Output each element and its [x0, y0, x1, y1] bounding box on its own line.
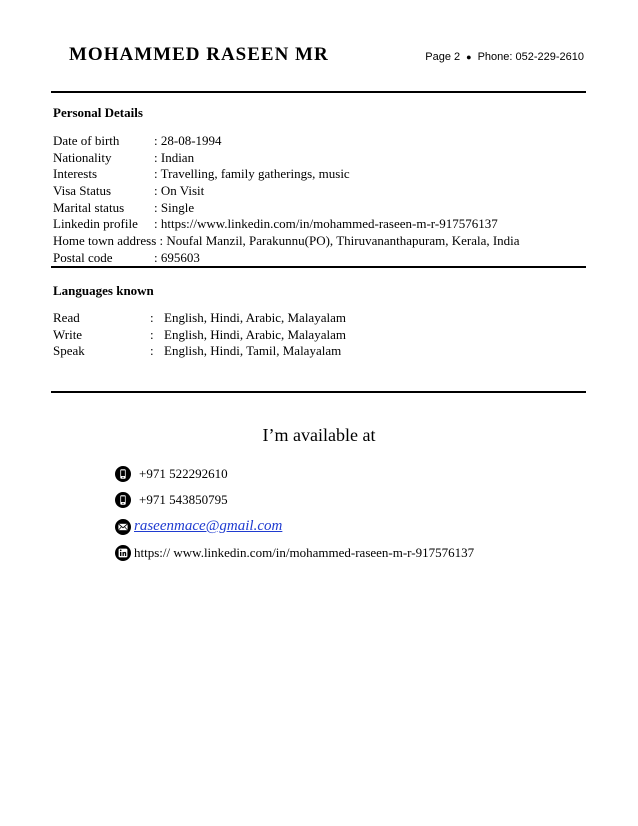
resume-name: MOHAMMED RASEEN MR — [69, 44, 329, 65]
row-label: Linkedin profile — [53, 216, 138, 232]
personal-row-postal — [53, 250, 520, 267]
row-label: Interests — [53, 166, 98, 182]
row-label: Read — [53, 310, 80, 325]
personal-details-heading: Personal Details — [53, 105, 143, 120]
contact-text: +971 543850795 — [139, 492, 228, 507]
contact-linkedin — [115, 545, 474, 561]
envelope-icon — [115, 519, 131, 535]
contact-text: +971 522292610 — [139, 466, 228, 481]
personal-row-address — [53, 233, 520, 250]
languages-list — [53, 310, 346, 360]
row-value: : Single — [154, 199, 195, 215]
row-value: : Noufal Manzil, Parakunnu(PO), Thiruvananthapuram, Kerala, India — [159, 233, 520, 249]
contact-phone-1 — [115, 466, 228, 482]
email-link[interactable]: raseenmace@gmail.com — [134, 518, 283, 534]
mobile-phone-icon — [115, 466, 131, 482]
availability-heading: I’m available at — [262, 425, 376, 445]
personal-row-visa — [53, 183, 520, 200]
row-value: : 695603 — [154, 249, 200, 265]
personal-row-marital — [53, 200, 520, 217]
row-label: Nationality — [53, 149, 112, 165]
contact-phone-2 — [115, 492, 228, 508]
row-value: : Travelling, family gatherings, music — [154, 166, 350, 182]
linkedin-icon — [115, 545, 131, 561]
row-value: : On Visit — [154, 183, 205, 199]
language-row-speak — [53, 343, 346, 360]
divider-personal — [51, 266, 586, 268]
row-label: Marital status — [53, 199, 125, 215]
page-number: Page 2 — [425, 51, 461, 63]
row-label: Postal code — [53, 249, 113, 265]
row-label: Write — [53, 326, 83, 342]
mobile-phone-icon — [115, 492, 131, 508]
personal-details-list — [53, 133, 520, 267]
linkedin-url[interactable]: https:// www.linkedin.com/in/mohammed-raseen-m-r-917576137 — [134, 545, 475, 560]
row-colon: : — [150, 343, 154, 359]
contact-email — [115, 518, 282, 535]
header-phone: Phone: 052-229-2610 — [477, 51, 584, 63]
row-value: English, Hindi, Arabic, Malayalam — [164, 326, 346, 342]
divider-top — [51, 91, 586, 93]
row-value: English, Hindi, Arabic, Malayalam — [164, 310, 346, 325]
row-value: English, Hindi, Tamil, Malayalam — [164, 343, 342, 359]
personal-row-dob — [53, 133, 520, 150]
row-label: Speak — [53, 343, 85, 359]
row-label: Home town address — [53, 233, 157, 249]
row-value: : 28-08-1994 — [154, 133, 222, 148]
row-label: Visa Status — [53, 183, 112, 199]
language-row-write — [53, 327, 346, 344]
row-colon: : — [150, 326, 154, 342]
personal-row-nationality — [53, 150, 520, 167]
divider-languages — [51, 391, 586, 393]
row-value: : https://www.linkedin.com/in/mohammed-raseen-m-r-917576137 — [154, 216, 498, 232]
row-colon: : — [150, 310, 154, 325]
row-label: Date of birth — [53, 133, 120, 148]
personal-row-linkedin — [53, 216, 520, 233]
page-header-info — [425, 51, 584, 63]
header-bullet: ● — [466, 52, 472, 62]
language-row-read — [53, 310, 346, 327]
row-value: : Indian — [154, 149, 195, 165]
personal-row-interests — [53, 166, 520, 183]
languages-heading: Languages known — [53, 283, 154, 298]
